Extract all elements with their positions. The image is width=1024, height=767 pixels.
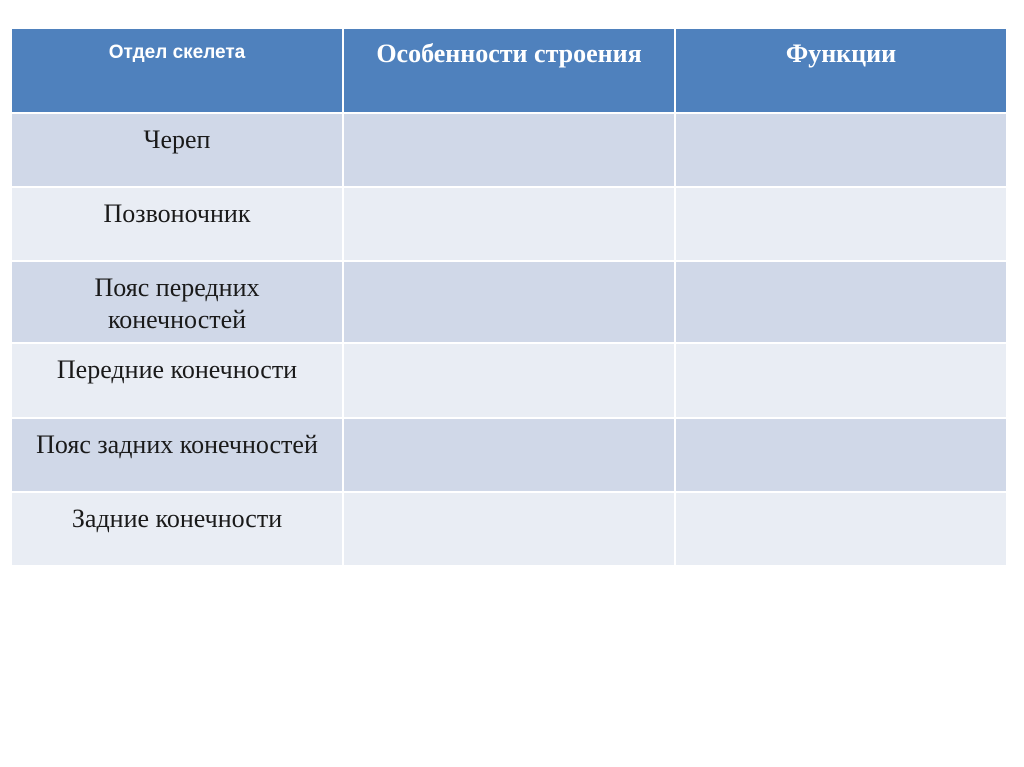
table-row — [11, 343, 1007, 418]
section-cell: Пояс задних конечностей — [11, 418, 343, 492]
function-cell[interactable] — [675, 343, 1007, 418]
function-cell[interactable] — [675, 418, 1007, 492]
section-cell: Позвоночник — [11, 187, 343, 261]
function-cell[interactable] — [675, 492, 1007, 566]
section-cell: Пояс передних конечностей — [11, 261, 343, 343]
structure-cell[interactable] — [343, 113, 675, 187]
structure-cell[interactable] — [343, 492, 675, 566]
table-row — [11, 492, 1007, 566]
section-cell: Череп — [11, 113, 343, 187]
header-functions: Функции — [675, 28, 1007, 113]
header-section: Отдел скелета — [11, 28, 343, 113]
table-header-row — [11, 28, 1007, 113]
function-cell[interactable] — [675, 113, 1007, 187]
structure-cell[interactable] — [343, 261, 675, 343]
function-cell[interactable] — [675, 261, 1007, 343]
skeleton-table — [10, 27, 1008, 567]
structure-cell[interactable] — [343, 343, 675, 418]
section-cell: Задние конечности — [11, 492, 343, 566]
table-row — [11, 113, 1007, 187]
structure-cell[interactable] — [343, 187, 675, 261]
function-cell[interactable] — [675, 187, 1007, 261]
table-row — [11, 187, 1007, 261]
table-row — [11, 418, 1007, 492]
header-structure: Особенности строения — [343, 28, 675, 113]
structure-cell[interactable] — [343, 418, 675, 492]
table-row — [11, 261, 1007, 343]
section-cell: Передние конечности — [11, 343, 343, 418]
